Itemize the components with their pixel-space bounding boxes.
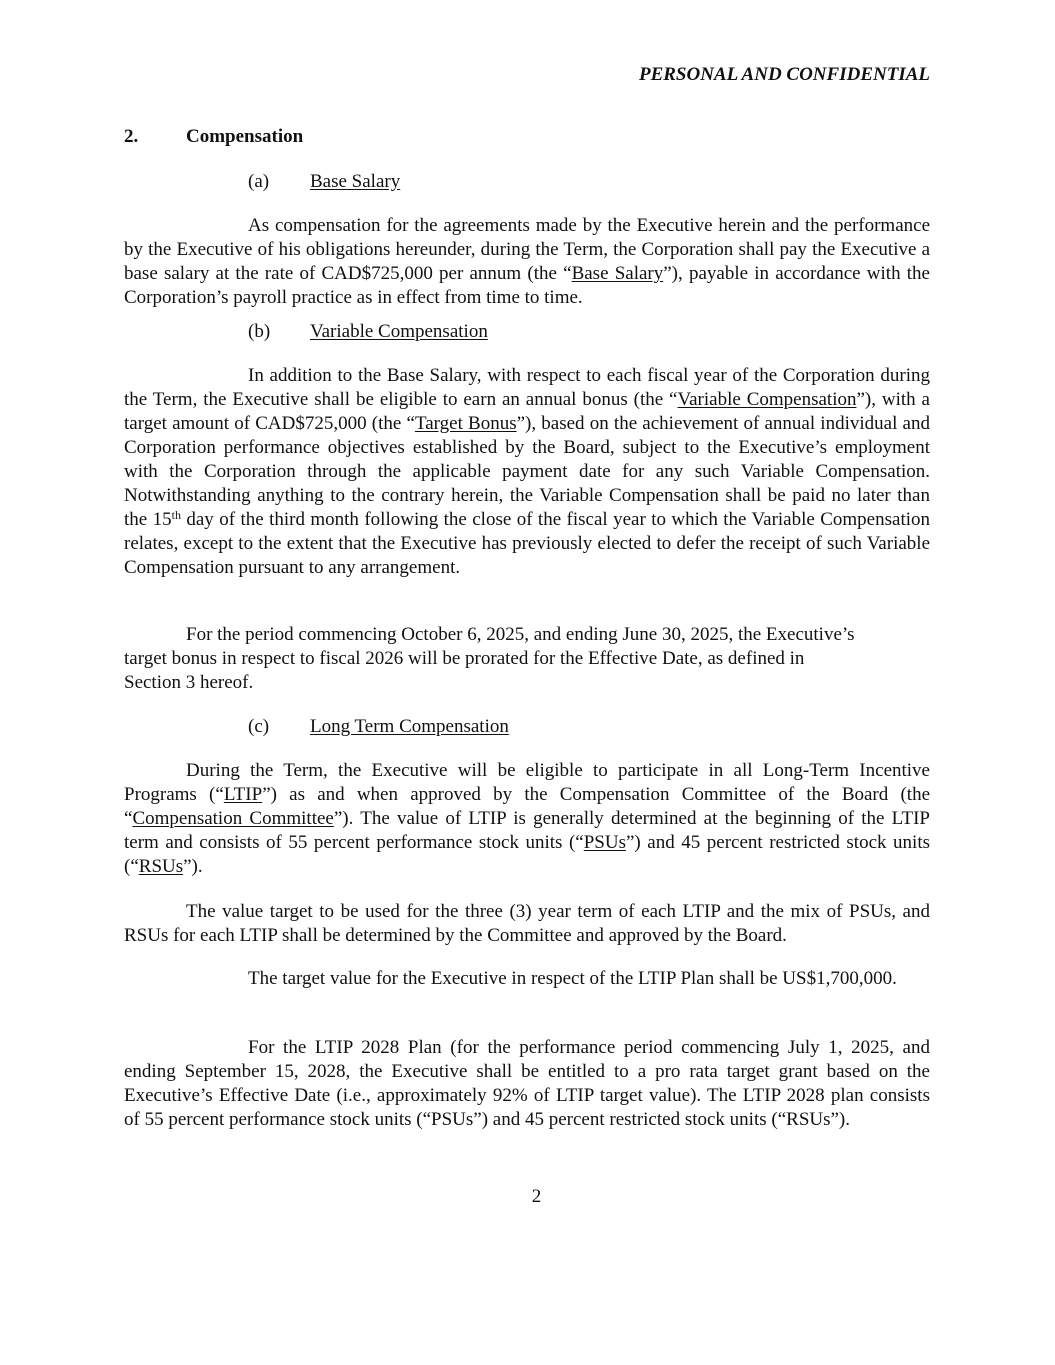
defined-term-base-salary: Base Salary bbox=[571, 263, 664, 284]
subsection-c-title: Long Term Compensation bbox=[310, 716, 509, 737]
proration-line-2: target bonus in respect to fiscal 2026 will be prorated for the Effective Date, as defined in bbox=[124, 648, 805, 669]
proration-paragraph bbox=[124, 623, 934, 695]
ltip-text-3: ”). The value of LTIP is generally determined at the beginning of the LTIP term and consists of 55 percent performance stock units (“ bbox=[124, 808, 930, 853]
ltip-text-2: ”) as and when approved by the Compensation Committee of the Board (the “ bbox=[124, 784, 931, 829]
defined-term-rsus: RSUs bbox=[138, 856, 184, 877]
defined-term-ltip: LTIP bbox=[223, 784, 263, 805]
ltip-paragraph bbox=[124, 759, 930, 879]
proration-line-1: For the period commencing October 6, 2025, and ending June 30, 2025, the Executive’s bbox=[186, 624, 855, 645]
subsection-b-heading bbox=[248, 320, 488, 344]
base-salary-text-2: ”), payable in accordance with the Corporation’s payroll practice as in effect from time to time. bbox=[124, 263, 930, 308]
section-title: Compensation bbox=[186, 126, 304, 147]
target-value-text: The target value for the Executive in respect of the LTIP Plan shall be US$1,700,000. bbox=[248, 968, 897, 989]
value-target-paragraph bbox=[124, 900, 930, 948]
ltip-text-1: During the Term, the Executive will be eligible to participate in all Long-Term Incentive Programs (“ bbox=[124, 760, 930, 805]
ltip-text-5: ”). bbox=[183, 856, 203, 877]
ordinal-superscript: th bbox=[171, 508, 181, 522]
variable-comp-text-2: ”), with a target amount of CAD$725,000 (the “ bbox=[124, 389, 930, 434]
variable-comp-text-3: ”), based on the achievement of annual individual and Corporation performance objectives established by the Board, subject to the Executive’s employment with the Corporation through the applicable payment date for any such Variable Compensation. Notwithstanding anything to the contrary herein, the Variable Compensation shall be paid no later than the 15 bbox=[124, 413, 930, 530]
ltip-text-4: ”) and 45 percent restricted stock units (“ bbox=[124, 832, 930, 877]
subsection-c-label: (c) bbox=[248, 716, 270, 737]
defined-term-compensation-committee: Compensation Committee bbox=[132, 808, 334, 829]
subsection-c-heading bbox=[248, 715, 509, 739]
subsection-b-label: (b) bbox=[248, 321, 271, 342]
subsection-b-title: Variable Compensation bbox=[310, 321, 488, 342]
confidential-header: PERSONAL AND CONFIDENTIAL bbox=[638, 64, 930, 85]
variable-comp-text-1: In addition to the Base Salary, with respect to each fiscal year of the Corporation during the Term, the Executive shall be eligible to earn an annual bonus (the “ bbox=[124, 365, 930, 410]
variable-compensation-paragraph bbox=[124, 364, 930, 580]
defined-term-variable-compensation: Variable Compensation bbox=[677, 389, 857, 410]
section-number: 2. bbox=[124, 126, 139, 147]
page-number: 2 bbox=[531, 1186, 542, 1207]
subsection-a-title: Base Salary bbox=[310, 171, 401, 192]
section-heading bbox=[124, 125, 303, 149]
defined-term-target-bonus: Target Bonus bbox=[414, 413, 517, 434]
ltip-2028-text: For the LTIP 2028 Plan (for the performance period commencing July 1, 2025, and ending September 15, 2028, the Executive shall be entitled to a pro rata target grant based on the Executive’s Effective Date (i.e., approximately 92% of LTIP target value). The LTIP 2028 plan consists of 55 percent performance stock units (“PSUs”) and 45 percent restricted stock units (“RSUs”). bbox=[124, 1037, 930, 1130]
subsection-a-label: (a) bbox=[248, 171, 270, 192]
base-salary-text-1: As compensation for the agreements made by the Executive herein and the performance by the Executive of his obligations hereunder, during the Term, the Corporation shall pay the Executive a base salary at the rate of CAD$725,000 per annum (the “ bbox=[124, 215, 930, 284]
defined-term-psus: PSUs bbox=[583, 832, 626, 853]
proration-line-3: Section 3 hereof. bbox=[124, 672, 254, 693]
target-value-paragraph bbox=[124, 967, 930, 991]
ltip-2028-paragraph bbox=[124, 1036, 930, 1132]
variable-comp-text-4: day of the third month following the close of the fiscal year to which the Variable Compensation relates, except to the extent that the Executive has previously elected to defer the receipt of such Variable Compensation pursuant to any arrangement. bbox=[124, 509, 930, 578]
value-target-text: The value target to be used for the three (3) year term of each LTIP and the mix of PSUs, and RSUs for each LTIP shall be determined by the Committee and approved by the Board. bbox=[124, 901, 930, 946]
base-salary-paragraph bbox=[124, 214, 930, 310]
subsection-a-heading bbox=[248, 170, 400, 194]
